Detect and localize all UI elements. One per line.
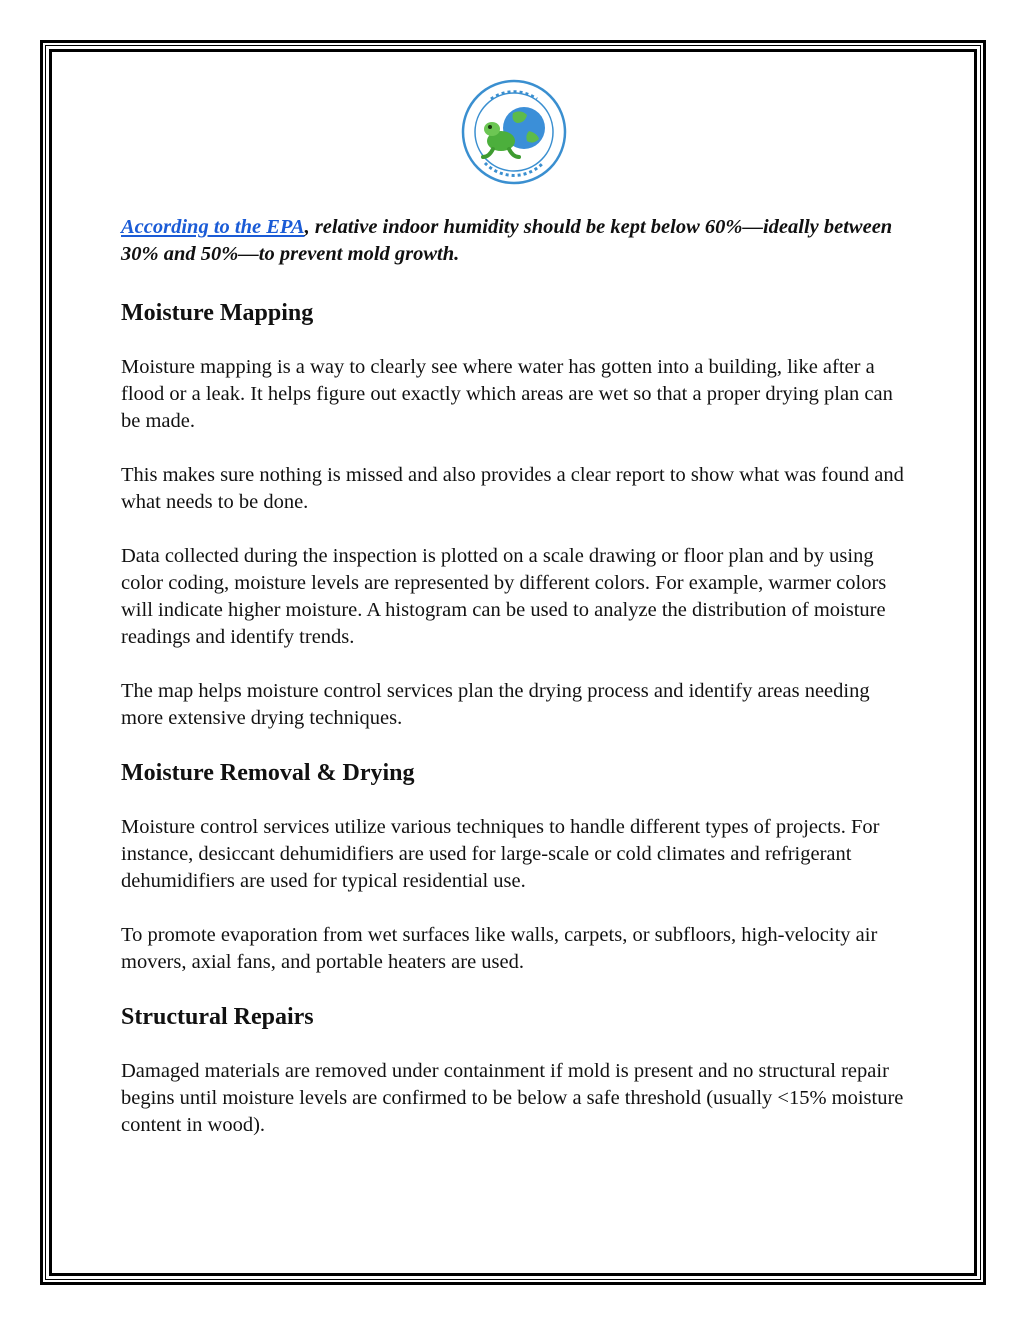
paragraph: To promote evaporation from wet surfaces like walls, carpets, or subfloors, high-velocity air movers, axial fans, and portable heaters are used.	[121, 924, 878, 973]
section-heading-moisture-removal: Moisture Removal & Drying	[121, 760, 415, 786]
turtle-globe-icon	[461, 79, 567, 185]
paragraph: Data collected during the inspection is plotted on a scale drawing or floor plan and by using color coding, moisture levels are represented by different colors. For example, warmer colors will indicate higher moisture. A histogram can be used to analyze the distribution of moisture readings and identify trends.	[121, 545, 887, 648]
epa-callout-text: , relative indoor humidity should be kept below 60%—ideally between 30% and 50%—to prevent mold growth.	[121, 216, 893, 265]
epa-callout	[121, 214, 911, 268]
document-body	[121, 214, 911, 1139]
section-heading-structural-repairs: Structural Repairs	[121, 1004, 314, 1030]
section-heading-moisture-mapping: Moisture Mapping	[121, 300, 314, 326]
paragraph: This makes sure nothing is missed and also provides a clear report to show what was found and what needs to be done.	[121, 464, 904, 513]
epa-link[interactable]: According to the EPA	[121, 216, 305, 238]
paragraph: Damaged materials are removed under containment if mold is present and no structural repair begins until moisture levels are confirmed to be below a safe threshold (usually <15% moisture content in wood).	[121, 1060, 904, 1136]
paragraph: Moisture mapping is a way to clearly see where water has gotten into a building, like after a flood or a leak. It helps figure out exactly which areas are wet so that a proper drying plan can be made.	[121, 356, 893, 432]
paragraph: Moisture control services utilize various techniques to handle different types of projects. For instance, desiccant dehumidifiers are used for large-scale or cold climates and refrigerant dehumidifiers are used for typical residential use.	[121, 816, 880, 892]
paragraph: The map helps moisture control services plan the drying process and identify areas needing more extensive drying techniques.	[121, 680, 870, 729]
